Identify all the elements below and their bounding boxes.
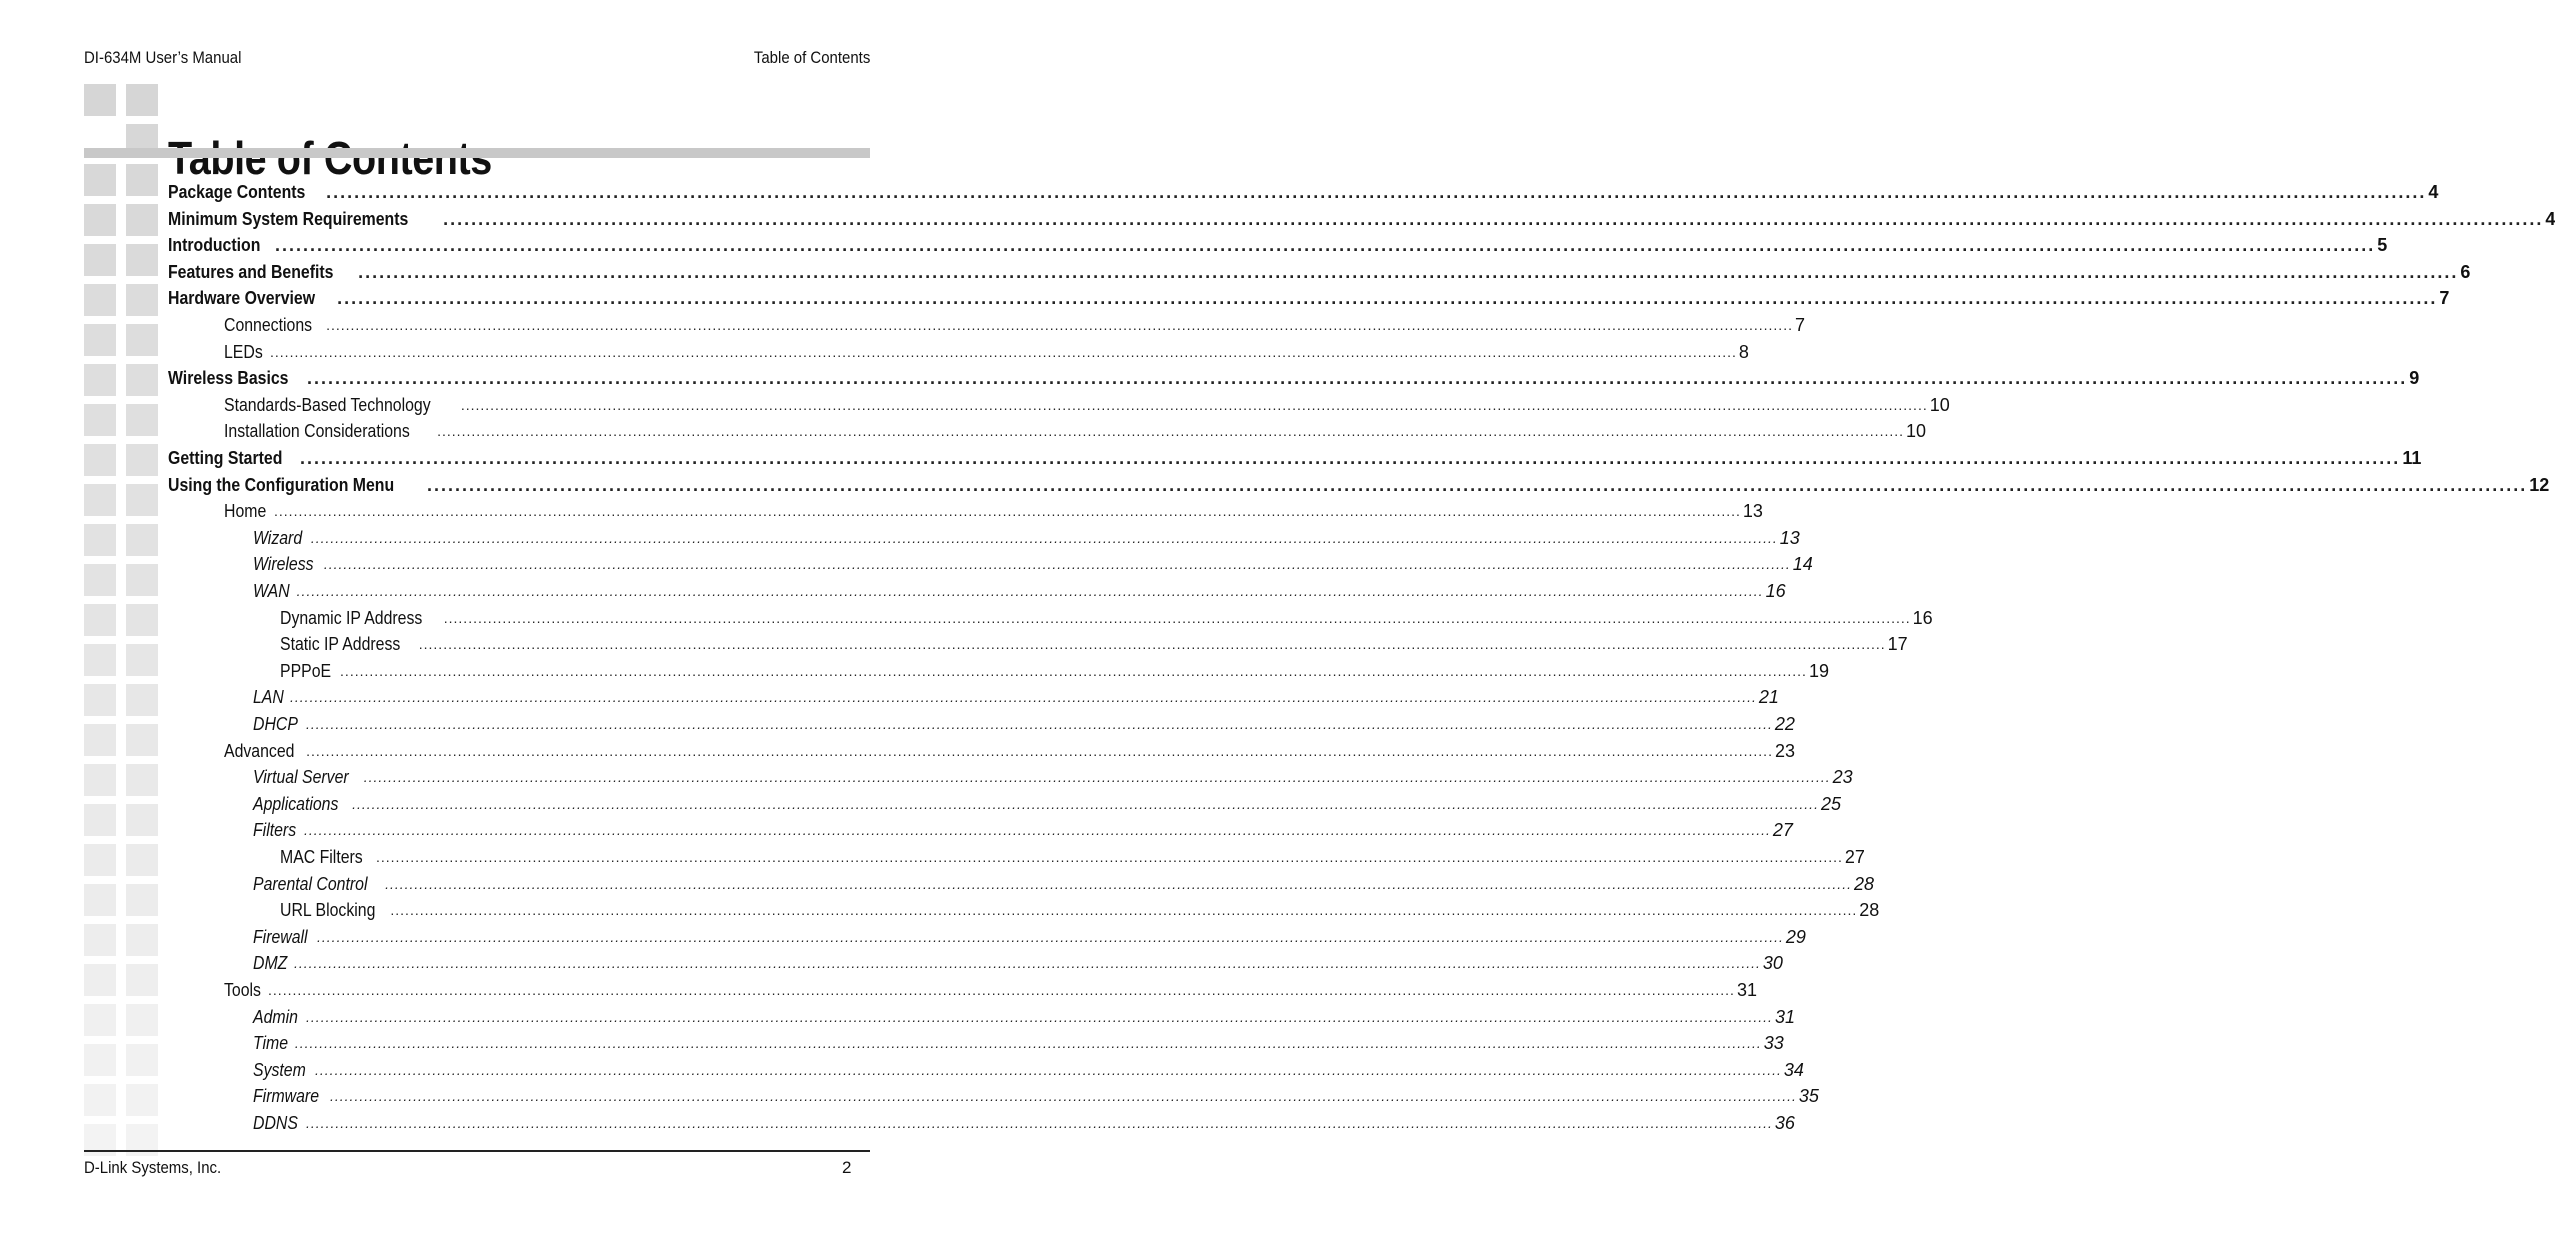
toc-entry-label: Filters bbox=[253, 820, 297, 841]
toc-entry[interactable] bbox=[253, 1059, 1804, 1081]
toc-entry[interactable] bbox=[253, 793, 1841, 815]
toc-leader-dots: ............................................................................................................................................................................................................................................................................................................ bbox=[270, 343, 1737, 360]
toc-entry[interactable] bbox=[253, 1032, 1784, 1054]
toc-entry-page: 33 bbox=[1763, 1033, 1784, 1054]
decorative-tile bbox=[126, 84, 158, 116]
toc-entry-label: DHCP bbox=[253, 714, 298, 734]
toc-entry-page: 27 bbox=[1772, 820, 1793, 841]
toc-entry-page: 35 bbox=[1798, 1086, 1819, 1107]
toc-entry[interactable] bbox=[253, 1006, 1795, 1028]
toc-leader-dots: ............................................................................................................................................................................................................................................................................................................ bbox=[306, 368, 2408, 389]
toc-leader-dots: ............................................................................................................................................................................................................................................................................................................ bbox=[390, 902, 1858, 919]
toc-entry[interactable] bbox=[224, 740, 1795, 762]
toc-entry-label: Dynamic IP Address bbox=[280, 607, 423, 628]
toc-leader-dots: ............................................................................................................................................................................................................................................................................................................ bbox=[426, 474, 2528, 495]
toc-entry-label: Time bbox=[253, 1033, 289, 1054]
toc-entry-label: WAN bbox=[253, 581, 290, 601]
toc-entry-page: 7 bbox=[2439, 288, 2450, 309]
decorative-tile bbox=[126, 284, 158, 316]
toc-leader-dots: ............................................................................................................................................................................................................................................................................................................ bbox=[330, 1088, 1797, 1105]
decorative-tile bbox=[126, 844, 158, 876]
toc-entry[interactable] bbox=[280, 660, 1829, 682]
toc-leader-dots: ............................................................................................................................................................................................................................................................................................................ bbox=[418, 636, 1886, 653]
toc-entry-label: Wireless Basics bbox=[168, 368, 289, 389]
toc-leader-dots: ............................................................................................................................................................................................................................................................................................................ bbox=[290, 689, 1757, 706]
decorative-tile bbox=[126, 1084, 158, 1116]
toc-entry-label: Home bbox=[224, 501, 267, 522]
toc-entry[interactable] bbox=[253, 553, 1813, 575]
toc-leader-dots: ............................................................................................................................................................................................................................................................................................................ bbox=[317, 928, 1784, 945]
running-header-manual-title: DI-634M User’s Manual bbox=[84, 48, 242, 67]
toc-entry[interactable] bbox=[253, 713, 1795, 735]
decorative-tile bbox=[84, 924, 116, 956]
decorative-tile bbox=[126, 964, 158, 996]
footer-company: D-Link Systems, Inc. bbox=[84, 1158, 222, 1177]
toc-entry-label: Wizard bbox=[253, 527, 303, 548]
toc-entry-page: 8 bbox=[1738, 341, 1749, 362]
decorative-tile bbox=[84, 84, 116, 116]
toc-entry[interactable] bbox=[168, 447, 2422, 469]
decorative-tile bbox=[126, 804, 158, 836]
toc-entry-label: DMZ bbox=[253, 953, 288, 974]
title-underline-bar bbox=[84, 148, 870, 158]
toc-leader-dots: ............................................................................................................................................................................................................................................................................................................ bbox=[460, 396, 1928, 413]
toc-leader-dots: ............................................................................................................................................................................................................................................................................................................ bbox=[296, 583, 1764, 599]
toc-entry-page: 9 bbox=[2409, 368, 2420, 389]
decorative-tile bbox=[126, 724, 158, 756]
toc-entry-page: 25 bbox=[1820, 793, 1841, 814]
toc-entry[interactable] bbox=[280, 846, 1865, 868]
toc-entry-label: Virtual Server bbox=[253, 767, 349, 788]
toc-leader-dots: ............................................................................................................................................................................................................................................................................................................ bbox=[443, 609, 1911, 626]
decorative-tile bbox=[126, 204, 158, 236]
decorative-tile bbox=[126, 644, 158, 676]
decorative-tile bbox=[126, 364, 158, 396]
toc-entry-page: 28 bbox=[1853, 873, 1875, 894]
toc-entry[interactable] bbox=[253, 819, 1793, 841]
decorative-tile bbox=[84, 764, 116, 796]
decorative-tile bbox=[126, 884, 158, 916]
toc-entry-page: 13 bbox=[1742, 501, 1763, 522]
decorative-tile bbox=[126, 404, 158, 436]
toc-entry[interactable] bbox=[224, 500, 1763, 522]
toc-leader-dots: ............................................................................................................................................................................................................................................................................................................ bbox=[352, 795, 1819, 812]
toc-entry-page: 23 bbox=[1774, 740, 1795, 761]
toc-entry[interactable] bbox=[168, 367, 2420, 389]
toc-entry-page: 14 bbox=[1792, 554, 1813, 575]
toc-entry-label: LEDs bbox=[224, 341, 263, 362]
toc-leader-dots: ............................................................................................................................................................................................................................................................................................................ bbox=[306, 742, 1773, 759]
toc-entry-page: 31 bbox=[1736, 980, 1757, 1000]
decorative-tile bbox=[126, 764, 158, 796]
toc-entry[interactable] bbox=[253, 580, 1786, 602]
toc-entry-label: Hardware Overview bbox=[168, 288, 316, 309]
toc-leader-dots: ............................................................................................................................................................................................................................................................................................................ bbox=[274, 503, 1741, 520]
decorative-tile bbox=[126, 484, 158, 516]
toc-leader-dots: ............................................................................................................................................................................................................................................................................................................ bbox=[304, 822, 1771, 839]
toc-entry-label: Firewall bbox=[253, 926, 308, 947]
decorative-tile bbox=[84, 524, 116, 556]
decorative-tile bbox=[84, 844, 116, 876]
decorative-tile bbox=[84, 604, 116, 636]
toc-entry[interactable] bbox=[168, 261, 2471, 283]
toc-entry-label: Getting Started bbox=[168, 448, 283, 468]
toc-entry[interactable] bbox=[253, 952, 1783, 974]
toc-entry-label: URL Blocking bbox=[280, 900, 376, 921]
decorative-tile bbox=[126, 924, 158, 956]
decorative-tile bbox=[84, 244, 116, 276]
footer-rule bbox=[84, 1150, 870, 1152]
toc-leader-dots: ............................................................................................................................................................................................................................................................................................................ bbox=[274, 235, 2376, 256]
toc-entry-page: 11 bbox=[2402, 448, 2422, 468]
toc-entry[interactable] bbox=[224, 420, 1927, 442]
decorative-tile bbox=[84, 444, 116, 476]
toc-entry[interactable] bbox=[280, 633, 1908, 655]
decorative-tile bbox=[126, 244, 158, 276]
toc-leader-dots: ............................................................................................................................................................................................................................................................................................................ bbox=[306, 716, 1773, 732]
decorative-tile bbox=[126, 1004, 158, 1036]
toc-entry-label: Parental Control bbox=[253, 873, 368, 894]
decorative-tile bbox=[126, 564, 158, 596]
toc-entry-label: Tools bbox=[224, 980, 261, 1000]
toc-leader-dots: ............................................................................................................................................................................................................................................................................................................ bbox=[268, 982, 1735, 998]
toc-entry-page: 7 bbox=[1794, 315, 1805, 335]
decorative-tile bbox=[84, 284, 116, 316]
toc-entry[interactable] bbox=[168, 287, 2450, 309]
toc-entry-page: 30 bbox=[1762, 953, 1783, 974]
toc-entry[interactable] bbox=[224, 394, 1950, 416]
toc-entry-page: 16 bbox=[1765, 581, 1786, 601]
toc-entry[interactable] bbox=[224, 341, 1749, 363]
toc-leader-dots: ............................................................................................................................................................................................................................................................................................................ bbox=[310, 529, 1778, 546]
toc-leader-dots: ............................................................................................................................................................................................................................................................................................................ bbox=[385, 875, 1852, 892]
toc-leader-dots: ............................................................................................................................................................................................................................................................................................................ bbox=[326, 182, 2427, 202]
toc-entry-page: 19 bbox=[1808, 660, 1829, 681]
toc-entry-page: 31 bbox=[1774, 1006, 1795, 1027]
toc-entry-page: 16 bbox=[1912, 607, 1933, 628]
decorative-tile bbox=[84, 164, 116, 196]
toc-leader-dots: ............................................................................................................................................................................................................................................................................................................ bbox=[315, 1061, 1782, 1078]
toc-entry-page: 10 bbox=[1929, 394, 1950, 415]
toc-entry-page: 13 bbox=[1779, 527, 1800, 548]
toc-entry[interactable] bbox=[253, 686, 1779, 708]
toc-entry[interactable] bbox=[253, 873, 1875, 895]
decorative-tile bbox=[84, 364, 116, 396]
toc-entry-page: 36 bbox=[1774, 1113, 1795, 1133]
toc-entry[interactable] bbox=[224, 314, 1805, 336]
toc-entry-label: Static IP Address bbox=[280, 634, 401, 655]
decorative-tile bbox=[126, 324, 158, 356]
toc-entry[interactable] bbox=[168, 208, 2555, 230]
decorative-tile bbox=[126, 604, 158, 636]
toc-entry[interactable] bbox=[168, 474, 2550, 496]
decorative-tile bbox=[84, 1084, 116, 1116]
toc-entry-page: 4 bbox=[2428, 182, 2439, 202]
toc-leader-dots: ............................................................................................................................................................................................................................................................................................................ bbox=[443, 208, 2544, 229]
toc-leader-dots: ............................................................................................................................................................................................................................................................................................................ bbox=[323, 556, 1791, 573]
toc-entry[interactable] bbox=[168, 181, 2439, 203]
toc-entry-page: 22 bbox=[1774, 714, 1795, 734]
toc-entry-page: 4 bbox=[2545, 208, 2555, 229]
toc-entry-page: 21 bbox=[1758, 687, 1779, 708]
toc-entry-page: 23 bbox=[1832, 767, 1853, 788]
toc-entry-label: System bbox=[253, 1059, 306, 1080]
toc-entry-label: Connections bbox=[224, 315, 313, 335]
decorative-tile bbox=[84, 1004, 116, 1036]
running-header-section: Table of Contents bbox=[753, 48, 870, 67]
toc-entry[interactable] bbox=[253, 1112, 1795, 1134]
toc-entry[interactable] bbox=[253, 1085, 1819, 1107]
toc-entry-label: LAN bbox=[253, 687, 284, 708]
toc-entry-page: 12 bbox=[2529, 474, 2550, 495]
toc-entry[interactable] bbox=[253, 926, 1806, 948]
toc-entry-page: 27 bbox=[1844, 847, 1865, 867]
decorative-tile bbox=[84, 1044, 116, 1076]
toc-leader-dots: ............................................................................................................................................................................................................................................................................................................ bbox=[306, 1115, 1773, 1131]
decorative-tile bbox=[84, 484, 116, 516]
toc-entry-label: Introduction bbox=[168, 235, 261, 256]
decorative-tile bbox=[84, 204, 116, 236]
toc-entry-label: Applications bbox=[253, 793, 339, 814]
toc-leader-dots: ............................................................................................................................................................................................................................................................................................................ bbox=[337, 288, 2438, 309]
toc-leader-dots: ............................................................................................................................................................................................................................................................................................................ bbox=[326, 317, 1793, 333]
toc-entry-page: 6 bbox=[2460, 261, 2471, 282]
toc-entry[interactable] bbox=[280, 899, 1880, 921]
toc-entry-page: 5 bbox=[2377, 235, 2388, 256]
toc-entry-label: Wireless bbox=[253, 554, 314, 575]
toc-leader-dots: ............................................................................................................................................................................................................................................................................................................ bbox=[294, 1035, 1762, 1052]
decorative-tile bbox=[84, 804, 116, 836]
toc-entry-page: 10 bbox=[1906, 421, 1927, 442]
toc-leader-dots: ............................................................................................................................................................................................................................................................................................................ bbox=[358, 261, 2459, 282]
decorative-tile bbox=[126, 684, 158, 716]
toc-entry-page: 17 bbox=[1887, 634, 1908, 655]
decorative-tile bbox=[84, 684, 116, 716]
toc-entry-label: Admin bbox=[253, 1006, 298, 1027]
decorative-tile bbox=[126, 164, 158, 196]
toc-entry-label: Package Contents bbox=[168, 182, 306, 202]
toc-leader-dots: ............................................................................................................................................................................................................................................................................................................ bbox=[294, 955, 1761, 972]
toc-entry-label: DDNS bbox=[253, 1113, 298, 1133]
toc-entry-page: 28 bbox=[1859, 900, 1880, 921]
toc-entry-label: Minimum System Requirements bbox=[168, 208, 409, 229]
decorative-tile bbox=[84, 964, 116, 996]
toc-entry-label: Features and Benefits bbox=[168, 261, 334, 282]
toc-leader-dots: ............................................................................................................................................................................................................................................................................................................ bbox=[363, 769, 1831, 786]
toc-leader-dots: ............................................................................................................................................................................................................................................................................................................ bbox=[340, 662, 1807, 679]
toc-entry-label: Standards-Based Technology bbox=[224, 394, 431, 415]
toc-entry-page: 34 bbox=[1783, 1059, 1804, 1080]
decorative-tile bbox=[84, 724, 116, 756]
decorative-tile bbox=[84, 324, 116, 356]
toc-leader-dots: ............................................................................................................................................................................................................................................................................................................ bbox=[376, 849, 1843, 865]
decorative-tile bbox=[84, 884, 116, 916]
decorative-tile bbox=[84, 404, 116, 436]
toc-entry[interactable] bbox=[168, 234, 2388, 256]
toc-entry-label: Firmware bbox=[253, 1086, 319, 1107]
toc-entry[interactable] bbox=[280, 607, 1933, 629]
toc-entry[interactable] bbox=[224, 979, 1757, 1001]
toc-entry[interactable] bbox=[253, 766, 1853, 788]
toc-leader-dots: ............................................................................................................................................................................................................................................................................................................ bbox=[437, 423, 1905, 440]
decorative-tile bbox=[126, 444, 158, 476]
decorative-tile bbox=[84, 564, 116, 596]
toc-entry-label: PPPoE bbox=[280, 660, 332, 681]
toc-entry-label: Advanced bbox=[224, 740, 295, 761]
toc-entry[interactable] bbox=[253, 527, 1800, 549]
toc-entry-label: Using the Configuration Menu bbox=[168, 474, 395, 495]
toc-entry-page: 29 bbox=[1785, 926, 1806, 947]
decorative-tile bbox=[126, 524, 158, 556]
toc-entry-label: Installation Considerations bbox=[224, 421, 410, 442]
toc-entry-label: MAC Filters bbox=[280, 847, 363, 867]
page-number: 2 bbox=[842, 1158, 852, 1177]
decorative-tile bbox=[84, 644, 116, 676]
decorative-tile bbox=[126, 1044, 158, 1076]
decorative-tile-column bbox=[84, 84, 158, 1150]
toc-leader-dots: ............................................................................................................................................................................................................................................................................................................ bbox=[300, 448, 2401, 468]
toc-leader-dots: ............................................................................................................................................................................................................................................................................................................ bbox=[306, 1008, 1773, 1025]
